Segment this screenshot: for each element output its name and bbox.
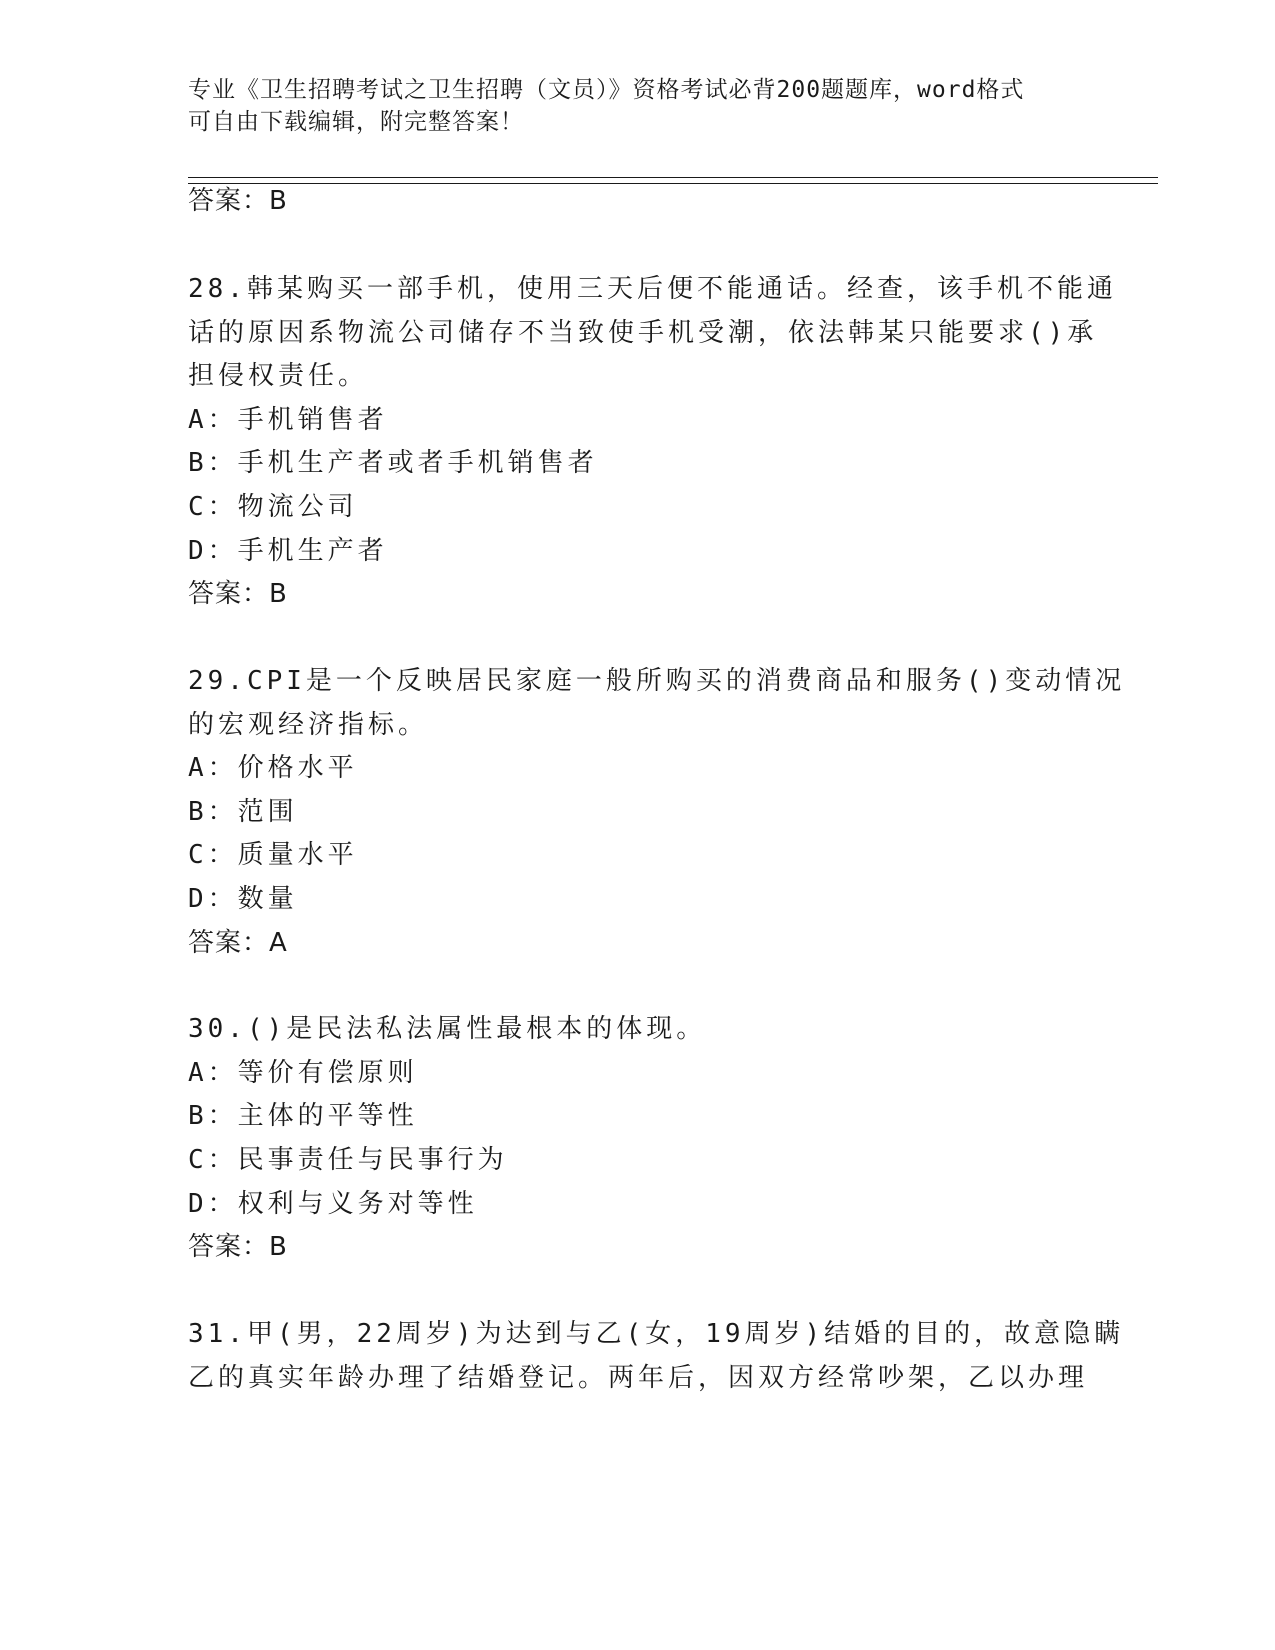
question-30-option-b: B：主体的平等性 xyxy=(188,1101,418,1131)
question-29-answer: 答案：A xyxy=(188,928,288,958)
question-29-option-a: A：价格水平 xyxy=(188,753,358,783)
question-30-option-d: D：权利与义务对等性 xyxy=(188,1189,478,1219)
question-30-option-c: C：民事责任与民事行为 xyxy=(188,1145,508,1175)
header-line-1: 专业《卫生招聘考试之卫生招聘（文员）》资格考试必背200题题库，word格式 xyxy=(188,77,1025,103)
question-28-text-line-3: 担侵权责任。 xyxy=(188,361,369,391)
question-30-answer: 答案：B xyxy=(188,1232,288,1262)
question-30-option-a: A：等价有偿原则 xyxy=(188,1058,418,1088)
question-28-option-c: C：物流公司 xyxy=(188,492,358,522)
question-28-option-a: A：手机销售者 xyxy=(188,405,388,435)
question-29-text-line-2: 的宏观经济指标。 xyxy=(188,710,429,740)
question-28-answer: 答案：B xyxy=(188,579,288,609)
previous-answer: 答案：B xyxy=(188,186,288,216)
document-header xyxy=(188,74,1068,138)
question-28-option-b: B：手机生产者或者手机销售者 xyxy=(188,448,598,478)
question-30-text-line-1: 30.()是民法私法属性最根本的体现。 xyxy=(188,1014,707,1044)
header-line-2: 可自由下载编辑，附完整答案！ xyxy=(188,109,524,135)
question-28-text-line-2: 话的原因系物流公司储存不当致使手机受潮，依法韩某只能要求()承 xyxy=(188,318,1098,348)
question-31-text-line-2: 乙的真实年龄办理了结婚登记。两年后，因双方经常吵架，乙以办理 xyxy=(188,1363,1089,1393)
question-28-option-d: D：手机生产者 xyxy=(188,536,388,566)
question-28-text-line-1: 28.韩某购买一部手机，使用三天后便不能通话。经查，该手机不能通 xyxy=(188,274,1117,304)
question-29-option-c: C：质量水平 xyxy=(188,840,358,870)
header-divider xyxy=(188,177,1158,184)
question-31-text-line-1: 31.甲(男，22周岁)为达到与乙(女，19周岁)结婚的目的，故意隐瞒 xyxy=(188,1319,1125,1349)
question-29-text-line-1: 29.CPI是一个反映居民家庭一般所购买的消费商品和服务()变动情况 xyxy=(188,666,1126,696)
question-29-option-d: D：数量 xyxy=(188,884,298,914)
question-29-option-b: B：范围 xyxy=(188,797,298,827)
